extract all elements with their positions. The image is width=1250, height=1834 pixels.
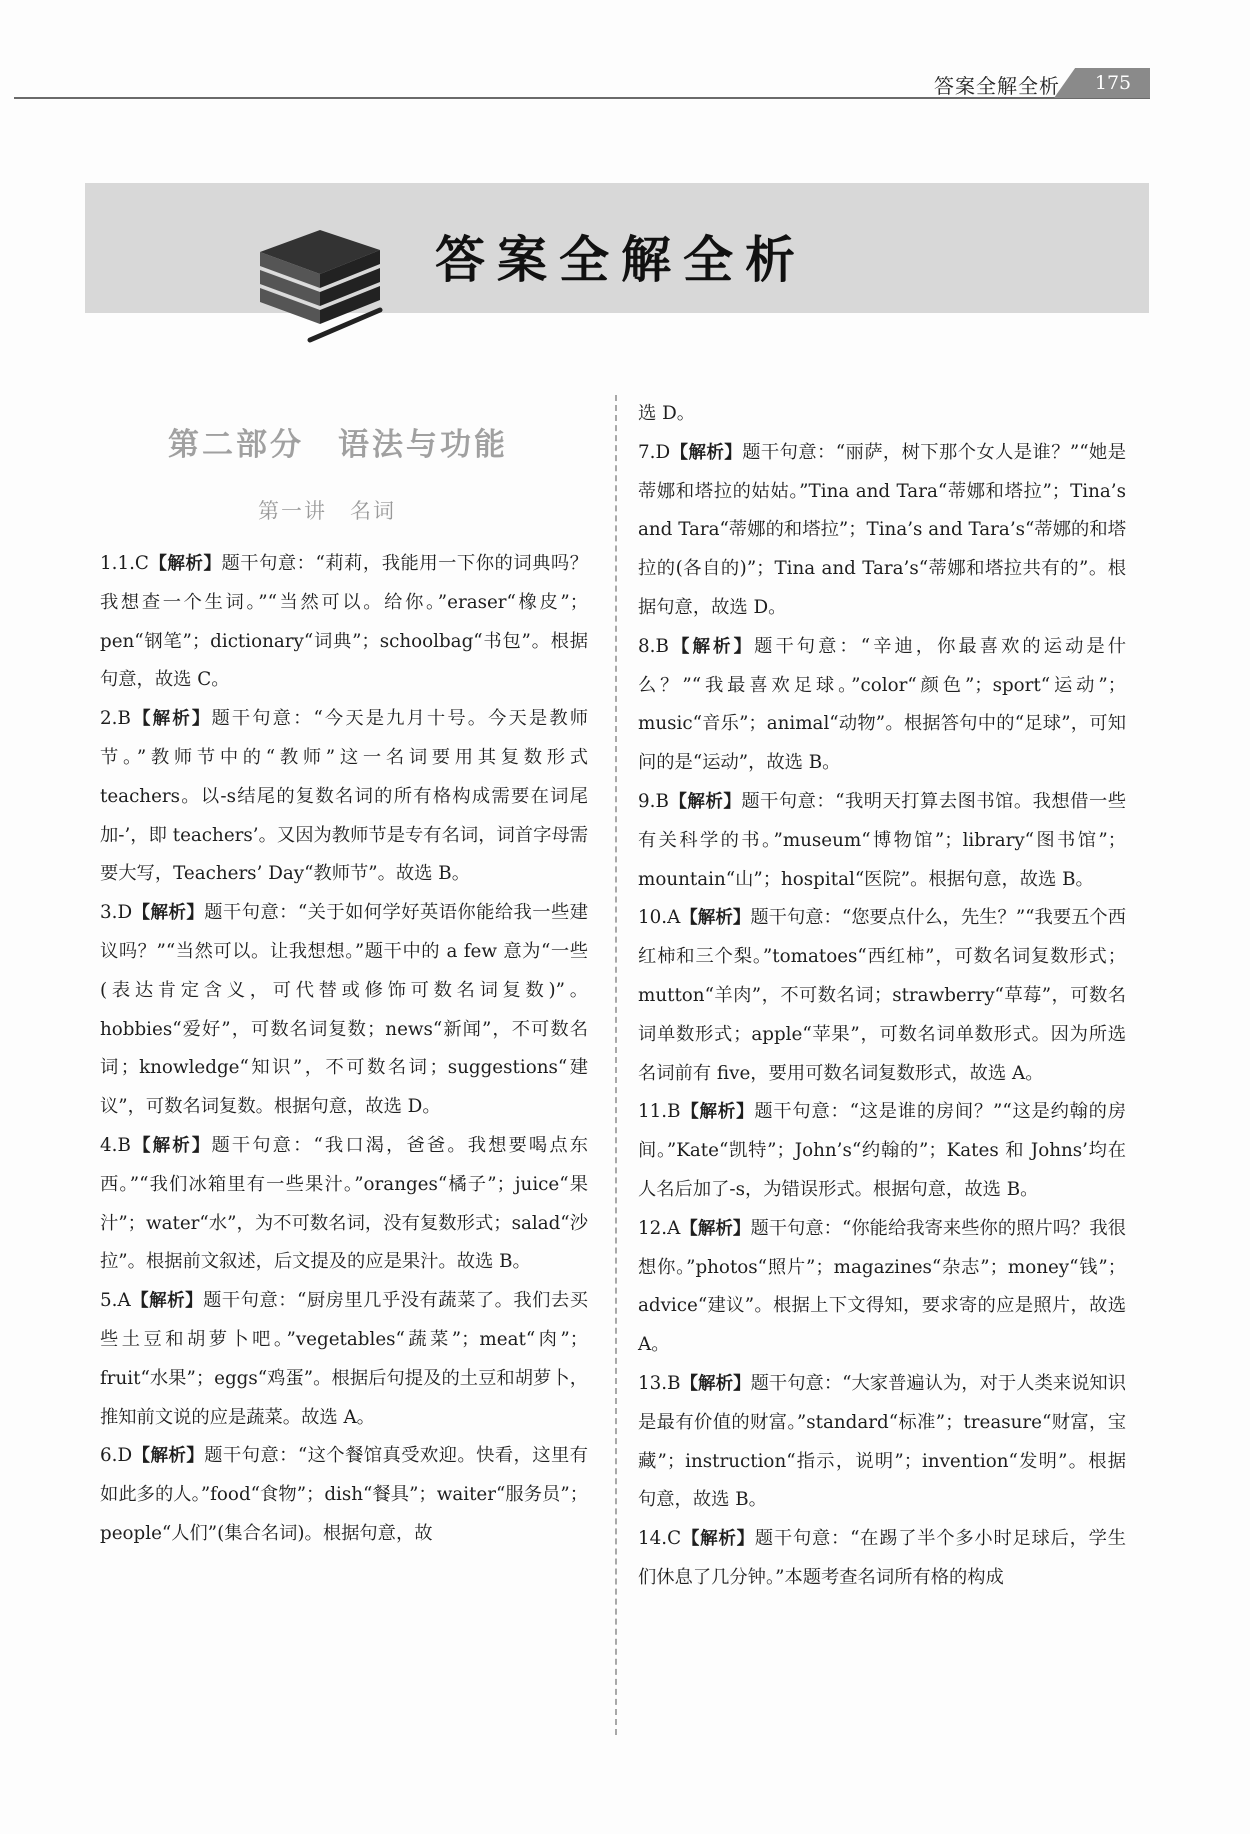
- answer-number: 11.B: [638, 1101, 681, 1123]
- books-stack-icon: [250, 222, 390, 347]
- answer-text: 题干句意：“莉莉，我能用一下你的词典吗？我想查一个生词。”“当然可以。给你。”eraser“橡皮”；pen“钢笔”；dictionary“词典”；schoolbag“书包”。根据句意，故选 C。: [100, 553, 588, 691]
- answer-text: 题干句意：“关于如何学好英语你能给我一些建议吗？”“当然可以。让我想想。”题干中的 a few 意为“一些(表达肯定含义，可代替或修饰可数名词复数)”。hobbies“爱好”，可数名词复数；news“新闻”，不可数名词；knowledge“知识”，不可数名词；suggestions“建议”，可数名词复数。根据句意，故选 D。: [100, 902, 588, 1118]
- page-number: 175: [1094, 72, 1132, 94]
- analysis-tag: 【解析】: [668, 791, 742, 812]
- answer-item: [100, 894, 588, 1127]
- banner-title: 答案全解全析: [435, 231, 807, 289]
- answer-item: [100, 1282, 588, 1437]
- answer-text: 题干句意：“在踢了半个多小时足球后，学生们休息了几分钟。”本题考查名词所有格的构成: [638, 1528, 1126, 1588]
- answer-text: 题干句意：“我口渴，爸爸。我想要喝点东西。”“我们冰箱里有一些果汁。”oranges“橘子”；juice“果汁”；water“水”，为不可数名词，没有复数形式；salad“沙拉”。根据前文叙述，后文提及的应是果汁。故选 B。: [100, 1134, 588, 1273]
- answer-text: 选 D。: [638, 403, 696, 424]
- answer-text: 题干句意：“厨房里几乎没有蔬菜了。我们去买些土豆和胡萝卜吧。”vegetables“蔬菜”；meat“肉”；fruit“水果”；eggs“鸡蛋”。根据后句提及的土豆和胡萝卜，推知前文说的应是蔬菜。故选 A。: [100, 1290, 588, 1428]
- answer-item-continued: [638, 395, 1126, 434]
- answer-number: 14.C: [638, 1528, 682, 1550]
- answer-item: [638, 1210, 1126, 1365]
- answer-number: 5.A: [100, 1290, 131, 1312]
- analysis-tag: 【解析】: [130, 1291, 204, 1312]
- answer-text: 题干句意：“我明天打算去图书馆。我想借一些有关科学的书。”museum“博物馆”；library“图书馆”；mountain“山”；hospital“医院”。根据句意，故选 B。: [638, 790, 1126, 890]
- answer-item: [638, 434, 1126, 628]
- answer-item: [638, 1365, 1126, 1520]
- right-column: [638, 395, 1126, 1598]
- answer-number: 12.A: [638, 1217, 681, 1239]
- answer-text: 题干句意：“您要点什么，先生？”“我要五个西红柿和三个梨。”tomatoes“西红柿”，可数名词复数形式；mutton“羊肉”，不可数名词；strawberry“草莓”，可数名词单数形式；apple“苹果”，可数名词单数形式。因为所选名词前有 five，要用可数名词复数形式，故选 A。: [638, 907, 1127, 1084]
- running-header-title: 答案全解全析: [934, 74, 1060, 98]
- answer-item: [100, 700, 588, 894]
- analysis-tag: 【解析】: [680, 1373, 751, 1394]
- analysis-tag: 【解析】: [670, 442, 743, 463]
- answer-text: 题干句意：“今天是九月十号。今天是教师节。”教师节中的“教师”这一名词要用其复数形式 teachers。以-s结尾的复数名词的所有格构成需要在词尾加-’，即 teachers’。又因为教师节是专有名词，词首字母需要大写，Teachers’ Day“教师节”。故选 B。: [100, 708, 588, 885]
- analysis-tag: 【解析】: [130, 1135, 212, 1156]
- answer-number: 7.D: [638, 441, 671, 463]
- analysis-tag: 【解析】: [132, 903, 205, 924]
- answer-item: [638, 899, 1126, 1093]
- answer-item: [100, 1127, 588, 1282]
- left-column: [100, 395, 588, 1554]
- answer-number: 3.D: [100, 902, 133, 924]
- answer-item: [638, 783, 1126, 899]
- answer-text: 题干句意：“大家普遍认为，对于人类来说知识是最有价值的财富。”standard“标准”；treasure“财富，宝藏”；instruction“指示，说明”；invention“发明”。根据句意，故选 B。: [638, 1372, 1126, 1511]
- analysis-tag: 【解析】: [148, 554, 222, 574]
- column-divider: [615, 395, 617, 1735]
- answer-item: [638, 628, 1126, 783]
- answer-number: 8.B: [638, 635, 669, 657]
- answer-number: 1.1.C: [100, 553, 149, 574]
- analysis-tag: 【解析】: [680, 1218, 751, 1239]
- answer-item: [638, 1520, 1126, 1598]
- answer-item: [100, 1437, 588, 1553]
- answer-text: 题干句意：“这个餐馆真受欢迎。快看，这里有如此多的人。”food“食物”；dish“餐具”；waiter“服务员”；people“人们”(集合名词)。根据句意，故: [100, 1445, 588, 1544]
- lecture-title: 第一讲 名词: [258, 499, 396, 523]
- analysis-tag: 【解析】: [680, 1102, 755, 1123]
- answer-item: [638, 1093, 1126, 1209]
- answer-text: 题干句意：“辛迪，你最喜欢的运动是什么？”“我最喜欢足球。”color“颜色”；sport“运动”；music“音乐”；animal“动物”。根据答句中的“足球”，可知问的是“运动”，故选 B。: [638, 635, 1127, 774]
- answer-text: 题干句意：“这是谁的房间？”“这是约翰的房间。”Kate“凯特”；John’s“约翰的”；Kates 和 Johns’均在人名后加了-s，为错误形式。根据句意，故选 B。: [638, 1101, 1126, 1200]
- answer-number: 4.B: [100, 1134, 131, 1156]
- analysis-tag: 【解析】: [681, 1529, 755, 1550]
- part-title: 第二部分 语法与功能: [168, 427, 508, 463]
- answer-text: 题干句意：“你能给我寄来些你的照片吗？我很想你。”photos“照片”；magazines“杂志”；money“钱”；advice“建议”。根据上下文得知，要求寄的应是照片，故选 A。: [638, 1217, 1126, 1356]
- answer-number: 10.A: [638, 907, 681, 929]
- answer-text: 题干句意：“丽萨，树下那个女人是谁？”“她是蒂娜和塔拉的姑姑。”Tina and Tara“蒂娜和塔拉”；Tina’s and Tara“蒂娜的和塔拉”；Tina’s and Tara’s“蒂娜的和塔拉的(各自的)”；Tina and Tara’s“蒂娜和塔拉共有的”。根据句意，故选 D。: [638, 441, 1126, 618]
- answer-item: [100, 545, 588, 700]
- analysis-tag: 【解析】: [132, 1446, 205, 1467]
- answer-number: 6.D: [100, 1445, 133, 1467]
- analysis-tag: 【解析】: [668, 636, 755, 657]
- analysis-tag: 【解析】: [130, 709, 212, 730]
- answer-number: 9.B: [638, 790, 669, 812]
- analysis-tag: 【解析】: [680, 908, 751, 929]
- answer-number: 13.B: [638, 1372, 681, 1394]
- answer-number: 2.B: [100, 708, 131, 730]
